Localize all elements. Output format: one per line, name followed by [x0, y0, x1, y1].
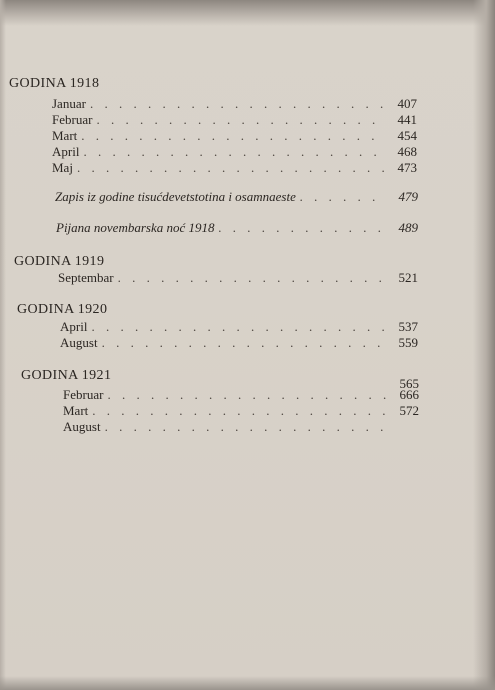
- section-1920: [17, 302, 417, 318]
- entry-label: Februar: [52, 112, 93, 127]
- toc-entry[interactable]: [52, 160, 417, 176]
- dot-leader: [105, 419, 387, 435]
- toc-entry[interactable]: [58, 270, 418, 286]
- entry-page-number: 666: [399, 387, 419, 402]
- entry-label: Septembar: [58, 270, 114, 285]
- dot-leader: [90, 96, 385, 112]
- dot-leader: [102, 335, 386, 351]
- section-1919-entries: [58, 270, 418, 286]
- entry-page-number: 565: [399, 376, 419, 391]
- entry-label: Pijana novembarska noć 1918: [56, 220, 215, 235]
- section-1918-entries: [52, 96, 417, 176]
- section-1918-extra-1: [55, 189, 418, 205]
- entry-label: April: [60, 319, 88, 334]
- dot-leader: [92, 403, 387, 419]
- toc-entry[interactable]: [52, 96, 417, 112]
- section-1918: [9, 76, 419, 92]
- section-1920-entries: [60, 319, 418, 351]
- toc-entry[interactable]: [52, 112, 417, 128]
- dot-leader: [91, 319, 386, 335]
- toc-entry[interactable]: [63, 403, 419, 419]
- dot-leader: [81, 128, 385, 144]
- entry-page-number: 441: [397, 112, 417, 127]
- section-heading: GODINA 1918: [9, 76, 100, 91]
- dot-leader: [77, 160, 385, 176]
- toc-entry[interactable]: [63, 387, 419, 403]
- section-1921-entries: [63, 387, 419, 435]
- entry-page-number: 454: [397, 128, 417, 143]
- section-heading: GODINA 1920: [17, 302, 108, 317]
- toc-entry[interactable]: [60, 319, 418, 335]
- section-1918-extra-2: [56, 220, 418, 236]
- toc-entry[interactable]: [52, 128, 417, 144]
- entry-page-number: 473: [397, 160, 417, 175]
- toc-entry[interactable]: [52, 144, 417, 160]
- entry-label: Mart: [63, 403, 89, 418]
- entry-label: August: [60, 335, 98, 350]
- section-heading: GODINA 1919: [14, 254, 105, 269]
- entry-label: April: [52, 144, 80, 159]
- section-heading-row: [21, 367, 419, 391]
- entry-label: Februar: [63, 387, 104, 402]
- entry-page-number: 572: [399, 403, 419, 418]
- entry-label: Maj: [52, 160, 73, 175]
- entry-page-number: 407: [397, 96, 417, 111]
- entry-label: Mart: [52, 128, 78, 143]
- dot-leader: [300, 189, 386, 205]
- toc-entry[interactable]: [63, 419, 419, 435]
- dot-leader: [83, 144, 385, 160]
- dot-leader: [107, 387, 387, 403]
- dot-leader: [118, 270, 386, 286]
- entry-page-number: 489: [398, 220, 418, 235]
- entry-page-number: 559: [398, 335, 418, 350]
- entry-label: August: [63, 419, 101, 434]
- entry-page-number: 521: [398, 270, 418, 285]
- entry-page-number: 468: [397, 144, 417, 159]
- section-1921: [21, 367, 419, 391]
- section-1919: [14, 254, 414, 270]
- entry-page-number: 479: [398, 189, 418, 204]
- entry-label: Januar: [52, 96, 86, 111]
- toc-entry[interactable]: [60, 335, 418, 351]
- toc-entry[interactable]: [56, 220, 418, 236]
- toc-entry[interactable]: [55, 189, 418, 205]
- dot-leader: [219, 220, 386, 236]
- section-heading: GODINA 1921: [21, 368, 112, 383]
- entry-page-number: 537: [398, 319, 418, 334]
- dot-leader: [96, 112, 385, 128]
- entry-label: Zapis iz godine tisućdevetstotina i osamnaeste: [55, 189, 296, 204]
